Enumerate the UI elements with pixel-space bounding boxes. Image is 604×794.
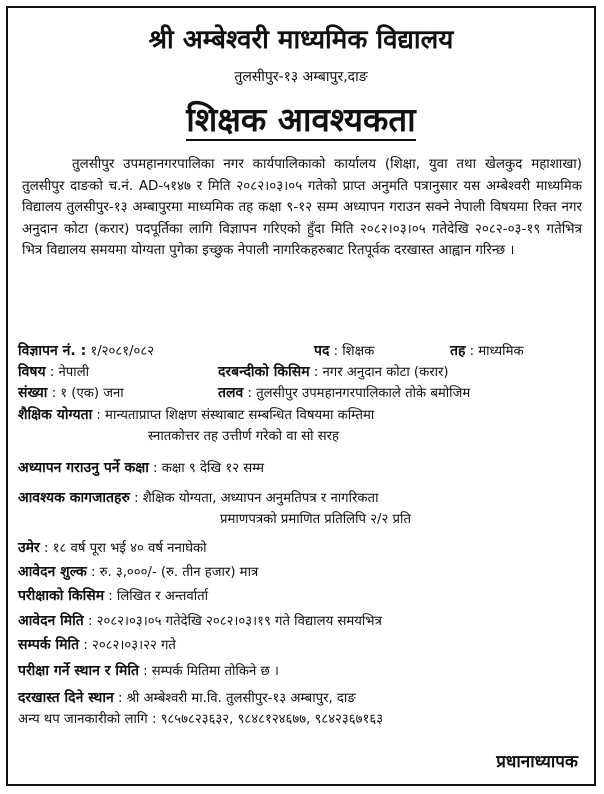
classes-label: अध्यापन गराउनु पर्ने कक्षा [18, 460, 149, 476]
row-exam-type [18, 586, 584, 607]
row-more-info [18, 710, 584, 730]
signature-principal: प्रधानाध्यापक [496, 752, 578, 772]
contact-date-value: : २०८२।०३।२२ गते [83, 638, 176, 653]
ad-no-label: विज्ञापन नं. : [18, 343, 87, 359]
post-label: पद [314, 343, 330, 359]
row-qualification [18, 405, 584, 426]
exam-place-label: परीक्षा गर्ने स्थान र मिति [18, 663, 139, 679]
row-apply-date [18, 611, 584, 632]
documents-value-continued: प्रमाणपत्रको प्रमाणित प्रतिलिपि २/२ प्रति [220, 512, 411, 527]
qualification-label: शैक्षिक योग्यता [18, 407, 93, 423]
row-exam-place [18, 661, 584, 682]
documents-value: : शैक्षिक योग्यता, अध्यापन अनुमतिपत्र र नागरिकता [134, 491, 379, 506]
level-label: तह [450, 343, 466, 359]
classes-value: : कक्षा ९ देखि १२ सम्म [153, 461, 265, 476]
info-label: अन्य थप जानकारीको लागि [18, 712, 148, 727]
notice-frame [6, 6, 596, 786]
post-value: : शिक्षक [333, 344, 375, 359]
row-documents [18, 488, 584, 509]
count-label: संख्या [18, 385, 48, 401]
school-address: तुलसीपुर-१३ अम्बापुर,दाङ [234, 69, 368, 85]
row-fee [18, 562, 584, 583]
apply-date-label: आवेदन मिति [18, 613, 84, 629]
intro-paragraph: तुलसीपुर उपमहानगरपालिका नगर कार्यपालिकाको कार्यालय (शिक्षा, युवा तथा खेलकुद महाशाखा) तुलसीपुर दाङको च.नं. AD-५१४७ र मिति २०८२।०३।०५ गतेको प्राप्त अनुमति पत्रानुसार यस अम्बेश्वरी माध्यमिक विद्यालय तुलसीपुर-१३ अम्बापुरमा माध्यमिक तह कक्षा ९-१२ सम्म अध्यापन गराउन सक्ने नेपाली विषयमा रिक्त नगर अनुदान कोटा (करार) पदपूर्तिका लागि विज्ञापन गरिएको हुँदा मिति २०८२।०३।०५ गतेदेखि २०८२-०३-१९ गतेभित्र भित्र विद्यालय समयमा योग्यता पुगेका इच्छुक नेपाली नागरिकहरुबाट रितपूर्वक दरखास्त आह्वान गरिन्छ । [22, 157, 582, 258]
row-contact-date [18, 635, 584, 656]
salary-label: तलव [218, 385, 244, 401]
quota-label: दरबन्दीको किसिम [218, 364, 310, 380]
exam-type-label: परीक्षाको किसिम [18, 588, 105, 604]
documents-label: आवश्यक कागजातहरु [18, 490, 130, 506]
notice-title-text: शिक्षक आवश्यकता [186, 100, 416, 139]
apply-date-value: : २०८२।०३।०५ गतेदेखि २०८२।०३।१९ गते विद्यालय समयभित्र [87, 614, 382, 629]
row-age [18, 538, 584, 559]
ad-no-value: १/२०८१/०८२ [90, 344, 155, 359]
row-classes [18, 458, 584, 479]
exam-type-value: : लिखित र अन्तर्वार्ता [108, 589, 209, 604]
contact-date-label: सम्पर्क मिति [18, 637, 80, 653]
info-value: : ९८५७८२३६३२, ९८४८१२४६७७, ९८४२३६७१६३ [151, 712, 384, 727]
subject-label: विषय [18, 364, 46, 380]
submit-place-label: दरखास्त दिने स्थान [18, 690, 114, 706]
row-submit-place [18, 688, 584, 709]
salary-value: : तुलसीपुर उपमहानगरपालिकाले तोके बमोजिम [247, 386, 471, 401]
age-label: उमेर [18, 540, 40, 556]
qualification-value-continued: स्नातकोत्तर तह उत्तीर्ण गरेको वा सो सरह [148, 429, 340, 444]
qualification-value: : मान्यताप्राप्त शिक्षण संस्थाबाट सम्बन्धित विषयमा कम्तिमा [96, 408, 375, 423]
level-value: : माध्यमिक [469, 344, 524, 359]
age-value: : १८ वर्ष पूरा भई ४० वर्ष ननाघेको [43, 541, 207, 556]
count-value: : १ (एक) जना [51, 386, 124, 401]
school-name: श्री अम्बेश्वरी माध्यमिक विद्यालय [148, 25, 454, 55]
subject-value: : नेपाली [49, 365, 90, 380]
fee-label: आवेदन शुल्क [18, 564, 87, 580]
quota-value: : नगर अनुदान कोटा (करार) [313, 365, 449, 380]
submit-place-value: : श्री अम्बेश्वरी मा.वि. तुलसीपुर-१३ अम्बापुर, दाङ [117, 691, 356, 706]
exam-place-value: : सम्पर्क मितिमा तोकिने छ । [143, 664, 279, 679]
notice-title [8, 100, 594, 140]
fee-value: : रु. ३,०००/- (रु. तीन हजार) मात्र [90, 565, 259, 580]
